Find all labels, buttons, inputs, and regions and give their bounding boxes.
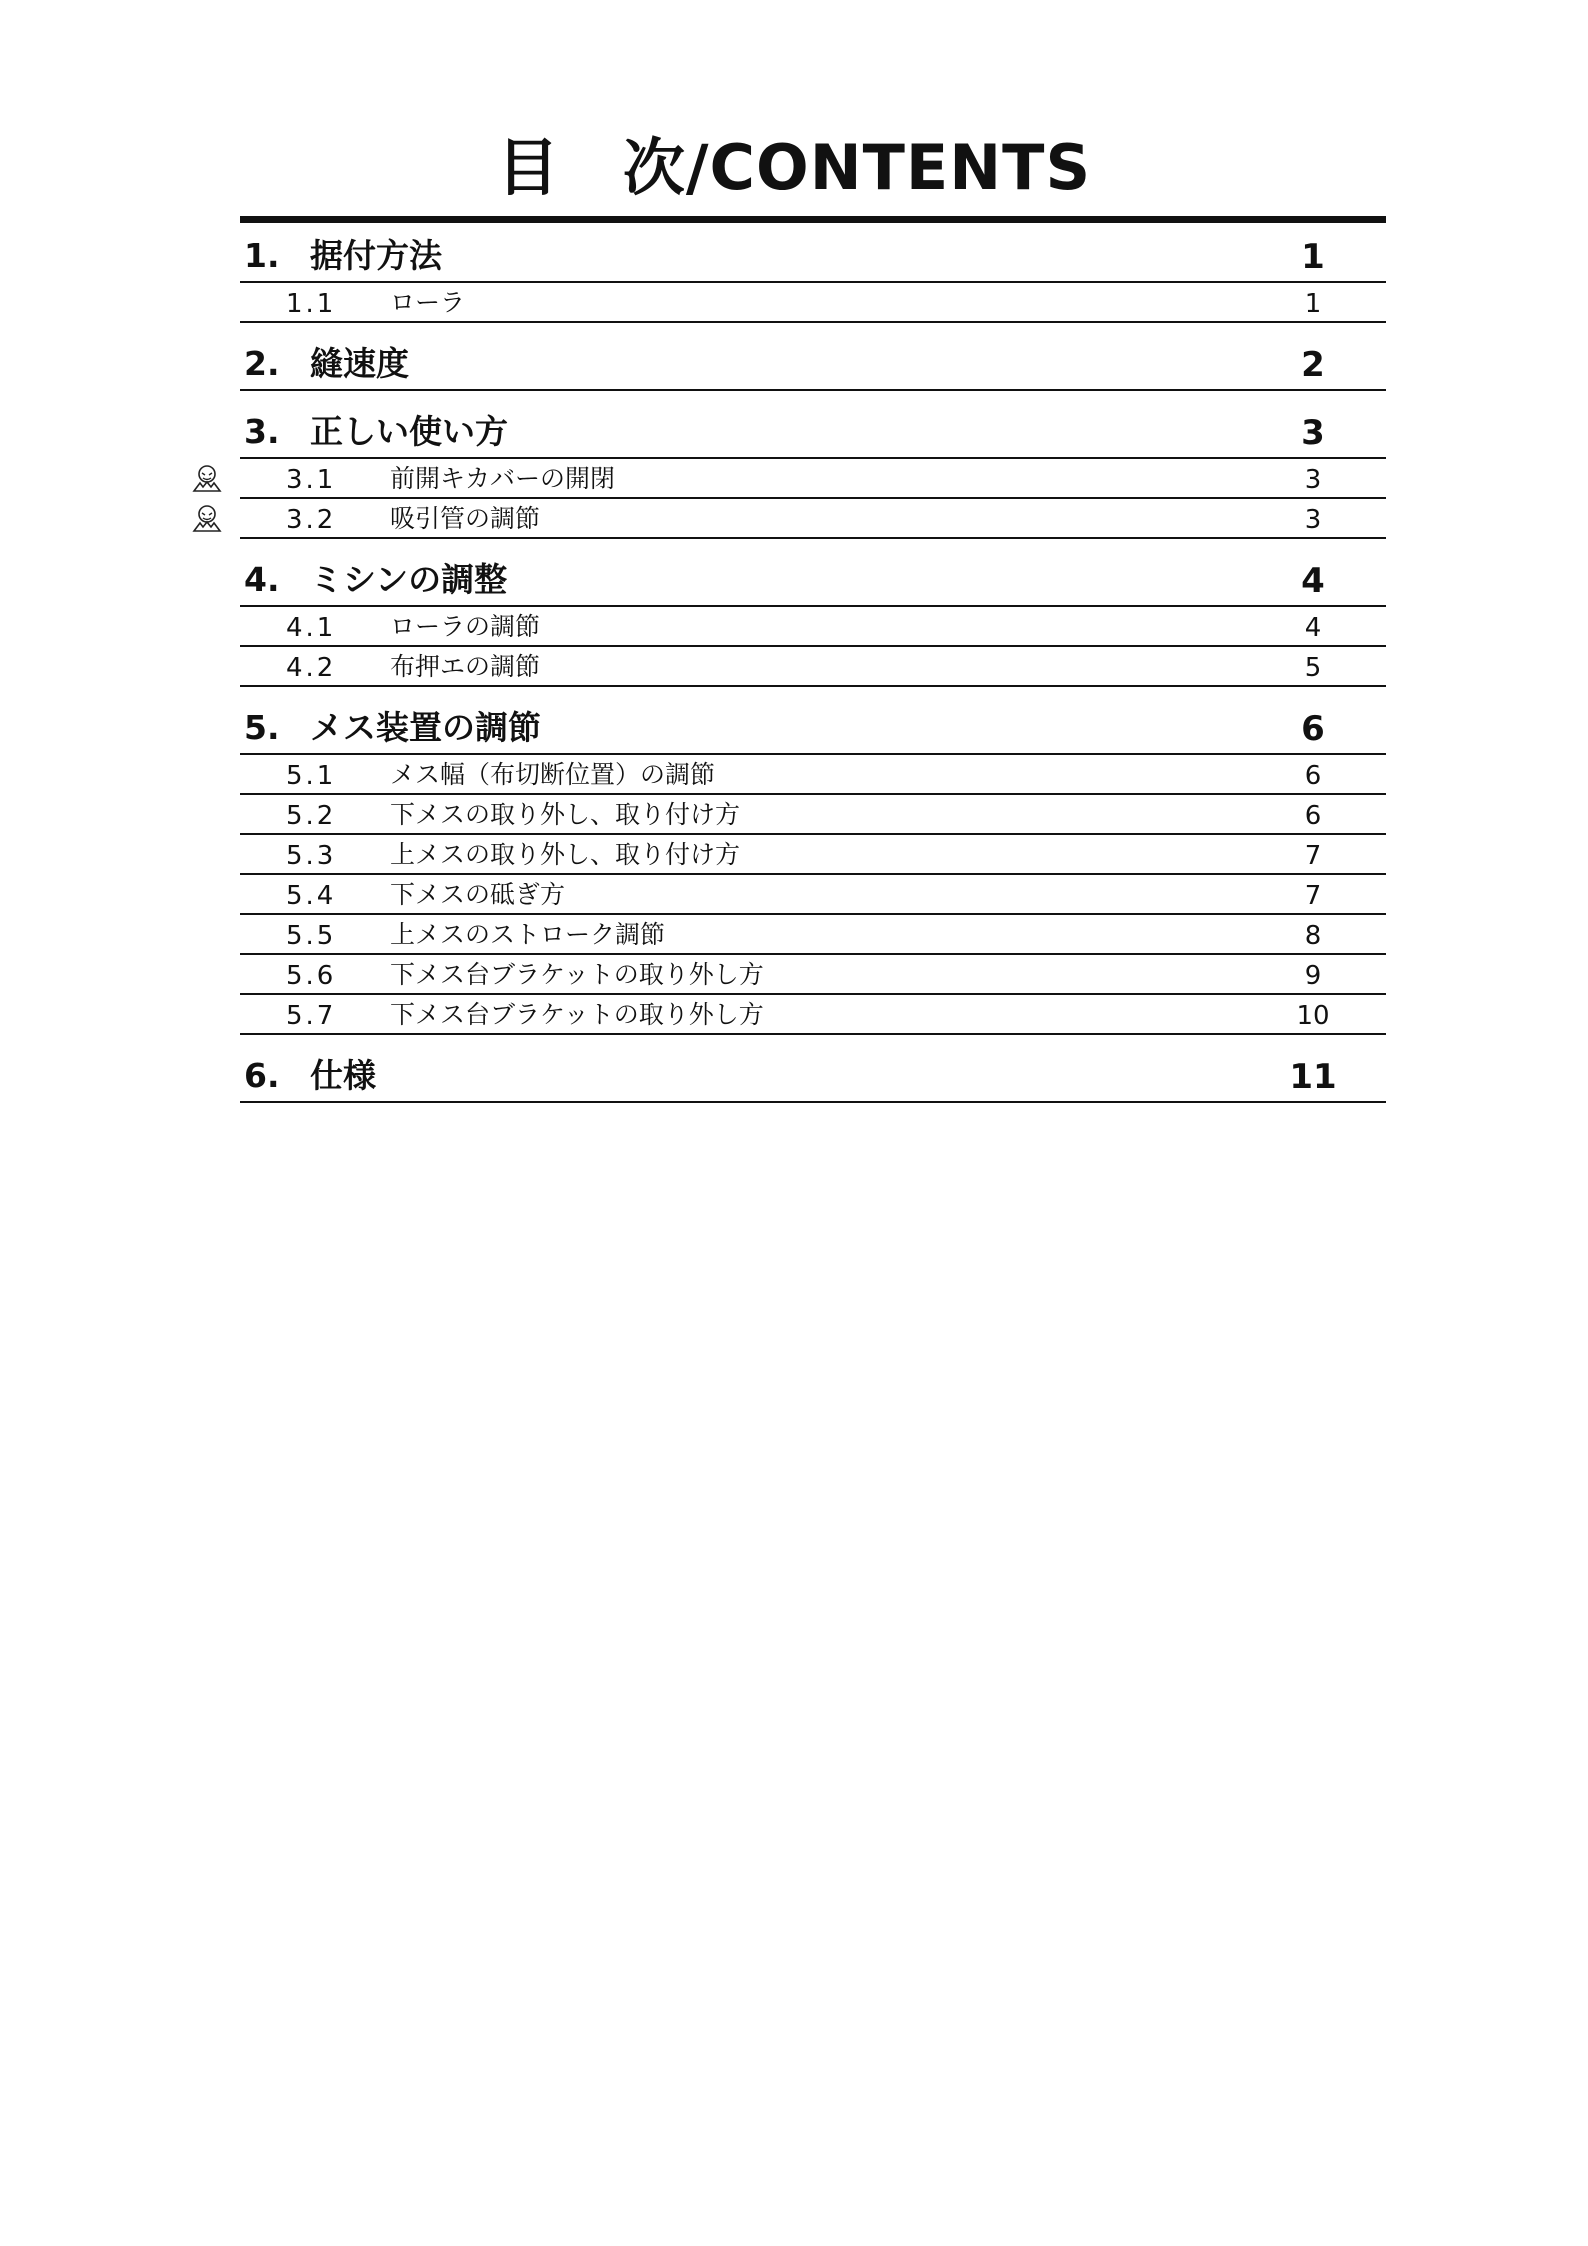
subsection-page-number: 6 [1304, 761, 1322, 791]
section-label: メス装置の調節 [310, 708, 541, 747]
section-page-number: 4 [1301, 561, 1325, 601]
subsection-number: 5.4 [286, 881, 337, 911]
subsection-number: 5.3 [286, 841, 337, 871]
toc-subsection-row[interactable] [240, 499, 1386, 539]
subsection-number: 5.6 [286, 961, 337, 991]
section-page-number: 1 [1301, 237, 1325, 277]
toc-section-row[interactable] [240, 233, 1386, 283]
subsection-label: 下メス台ブラケットの取り外し方 [390, 960, 764, 989]
subsection-label: 下メスの砥ぎ方 [390, 880, 566, 909]
subsection-label: 上メスのストローク調節 [390, 920, 666, 949]
subsection-number: 4.2 [286, 653, 337, 683]
section-label: 仕様 [310, 1056, 376, 1095]
subsection-number: 1.1 [286, 289, 337, 319]
table-of-contents [240, 216, 1386, 1103]
toc-section-row[interactable] [240, 557, 1386, 607]
toc-section [240, 409, 1386, 539]
section-label: 据付方法 [310, 236, 442, 275]
subsection-page-number: 1 [1304, 289, 1322, 319]
subsection-page-number: 5 [1304, 653, 1322, 683]
subsection-number: 5.5 [286, 921, 337, 951]
toc-subsection-row[interactable] [240, 647, 1386, 687]
subsection-number: 5.2 [286, 801, 337, 831]
page-title: 目 次/CONTENTS [496, 131, 1092, 204]
subsection-label: 下メス台ブラケットの取り外し方 [390, 1000, 764, 1029]
toc-section [240, 233, 1386, 323]
toc-section [240, 557, 1386, 687]
section-number: 4. [244, 560, 280, 599]
toc-section-row[interactable] [240, 341, 1386, 391]
section-title [240, 406, 508, 453]
subsection-label: ローラ [390, 288, 466, 317]
subsection-number: 3.1 [286, 465, 337, 495]
subsection-page-number: 4 [1304, 613, 1322, 643]
subsection-page-number: 7 [1304, 841, 1322, 871]
toc-section [240, 341, 1386, 391]
toc-subsection-row[interactable] [240, 995, 1386, 1035]
subsection-page-number: 10 [1296, 1001, 1330, 1031]
section-number: 2. [244, 344, 280, 383]
section-label: ミシンの調整 [310, 560, 508, 599]
subsection-label: 下メスの取り外し、取り付け方 [390, 800, 741, 829]
toc-section-row[interactable] [240, 1053, 1386, 1103]
caution-figure-icon [190, 503, 224, 533]
subsection-page-number: 8 [1304, 921, 1322, 951]
toc-subsection-row[interactable] [240, 283, 1386, 323]
toc-section [240, 705, 1386, 1035]
section-page-number: 3 [1301, 413, 1325, 453]
subsection-page-number: 7 [1304, 881, 1322, 911]
toc-subsection-row[interactable] [240, 607, 1386, 647]
toc-subsection-row[interactable] [240, 915, 1386, 955]
section-number: 6. [244, 1056, 280, 1095]
section-page-number: 11 [1289, 1057, 1337, 1097]
section-page-number: 2 [1301, 345, 1325, 385]
subsection-label: 上メスの取り外し、取り付け方 [390, 840, 741, 869]
section-number: 1. [244, 236, 280, 275]
subsection-label: 布押エの調節 [390, 652, 541, 681]
section-title [240, 702, 541, 749]
section-page-number: 6 [1301, 709, 1325, 749]
subsection-label: ローラの調節 [390, 612, 541, 641]
subsection-page-number: 3 [1304, 465, 1322, 495]
section-title [240, 1050, 376, 1097]
section-title [240, 338, 409, 385]
toc-section-row[interactable] [240, 409, 1386, 459]
toc-subsection-row[interactable] [240, 835, 1386, 875]
subsection-label: メス幅（布切断位置）の調節 [390, 760, 716, 789]
toc-subsection-row[interactable] [240, 955, 1386, 995]
subsection-label: 吸引管の調節 [390, 504, 541, 533]
section-label: 正しい使い方 [310, 412, 508, 451]
subsection-number: 5.7 [286, 1001, 337, 1031]
caution-figure-icon [190, 463, 224, 493]
subsection-number: 3.2 [286, 505, 337, 535]
subsection-page-number: 9 [1304, 961, 1322, 991]
toc-section [240, 1053, 1386, 1103]
subsection-number: 5.1 [286, 761, 337, 791]
toc-subsection-row[interactable] [240, 755, 1386, 795]
toc-subsection-row[interactable] [240, 795, 1386, 835]
section-title [240, 554, 507, 601]
section-number: 5. [244, 708, 280, 747]
toc-subsection-row[interactable] [240, 459, 1386, 499]
section-number: 3. [244, 412, 280, 451]
section-title [240, 230, 442, 277]
section-label: 縫速度 [310, 344, 409, 383]
subsection-page-number: 6 [1304, 801, 1322, 831]
toc-section-row[interactable] [240, 705, 1386, 755]
toc-subsection-row[interactable] [240, 875, 1386, 915]
subsection-number: 4.1 [286, 613, 337, 643]
subsection-page-number: 3 [1304, 505, 1322, 535]
subsection-label: 前開キカバーの開閉 [390, 464, 616, 493]
